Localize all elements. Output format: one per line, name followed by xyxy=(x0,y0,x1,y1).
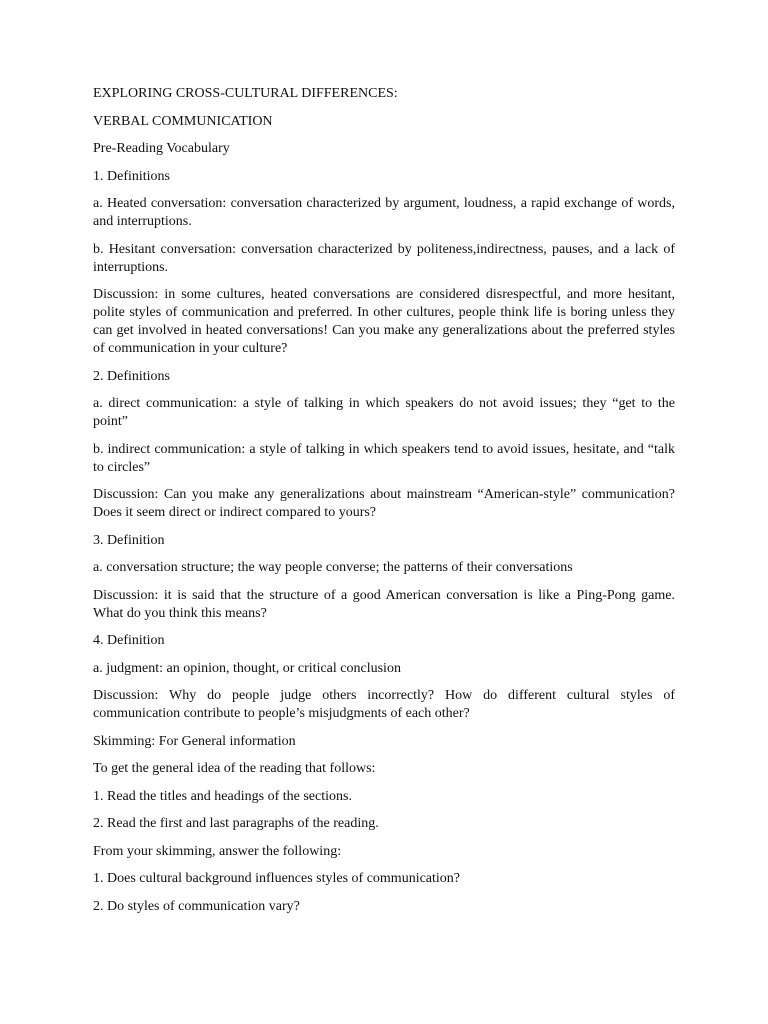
section-1-heading: 1. Definitions xyxy=(93,168,170,184)
skimming-heading: Skimming: For General information xyxy=(93,733,296,749)
section-2-definition-a: a. direct communication: a style of talking in which speakers do not avoid issues; they “get to the point” xyxy=(93,396,675,429)
skimming-step-2: 2. Read the first and last paragraphs of the reading. xyxy=(93,816,379,831)
section-3-heading: 3. Definition xyxy=(93,532,165,548)
document-page xyxy=(93,85,675,925)
skimming-intro: To get the general idea of the reading that follows: xyxy=(93,761,376,776)
skimming-question-2: 2. Do styles of communication vary? xyxy=(93,898,300,914)
section-3-discussion: Discussion: it is said that the structure of a good American conversation is like a Ping-Pong game. What do you think this means? xyxy=(93,587,675,621)
section-2-discussion: Discussion: Can you make any generalizations about mainstream “American-style” communication? Does it seem direct or indirect compared to yours? xyxy=(93,487,675,520)
section-2-heading: 2. Definitions xyxy=(93,368,170,384)
section-4-definition-a: a. judgment: an opinion, thought, or critical conclusion xyxy=(93,660,401,676)
section-1-definition-b: b. Hesitant conversation: conversation characterized by politeness,indirectness, pauses, and a lack of interruptions. xyxy=(93,241,675,275)
pre-reading-heading: Pre-Reading Vocabulary xyxy=(93,141,230,156)
section-3-definition-a: a. conversation structure; the way people converse; the patterns of their conversations xyxy=(93,560,573,575)
section-1-discussion: Discussion: in some cultures, heated conversations are considered disrespectful, and more hesitant, polite styles of communication and preferred. In other cultures, people think life is boring unless they can get involved in heated conversations! Can you make any generalizations about the preferred styles of communication in your culture? xyxy=(93,287,675,356)
title-line-1: EXPLORING CROSS-CULTURAL DIFFERENCES: xyxy=(93,86,398,101)
skimming-question-1: 1. Does cultural background influences styles of communication? xyxy=(93,871,461,886)
section-1-definition-a: a. Heated conversation: conversation characterized by argument, loudness, a rapid exchange of words, and interruptions. xyxy=(93,196,675,229)
section-4-discussion: Discussion: Why do people judge others incorrectly? How do different cultural styles of communication contribute to people’s misjudgments of each other? xyxy=(93,688,675,721)
title-line-2: VERBAL COMMUNICATION xyxy=(93,113,273,129)
skimming-step-1: 1. Read the titles and headings of the sections. xyxy=(93,788,352,804)
section-2-definition-b: b. indirect communication: a style of talking in which speakers tend to avoid issues, hesitate, and “talk to circles” xyxy=(93,441,675,475)
section-4-heading: 4. Definition xyxy=(93,633,165,648)
skimming-answer-intro: From your skimming, answer the following: xyxy=(93,843,342,859)
